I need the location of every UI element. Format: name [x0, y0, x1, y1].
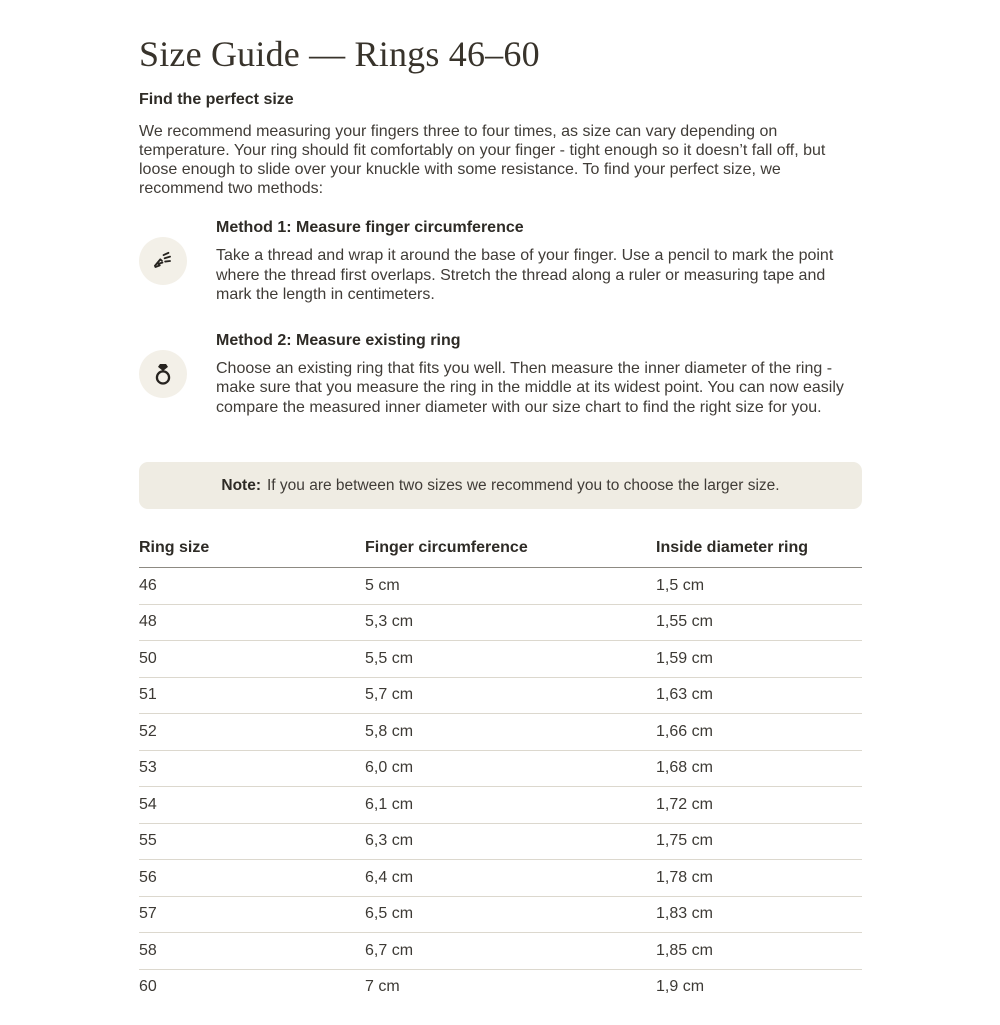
table-cell: 1,5 cm — [656, 576, 705, 594]
table-cell: 1,68 cm — [656, 759, 713, 776]
method-1-section — [139, 219, 862, 305]
table-cell: 6,0 cm — [365, 759, 414, 776]
table-cell: 7 cm — [365, 978, 400, 995]
table-row — [139, 751, 862, 788]
table-cell: 6,1 cm — [365, 795, 414, 813]
hand-thread-icon — [139, 237, 187, 285]
table-cell: 57 — [139, 905, 157, 922]
table-cell: 1,66 cm — [656, 722, 713, 740]
method-2-icon-wrap — [139, 350, 187, 398]
table-cell: 6,4 cm — [365, 868, 414, 886]
size-table-rows — [139, 568, 862, 1005]
method-2-section — [139, 332, 862, 418]
table-cell: 6,3 cm — [365, 832, 414, 849]
column-header-ring-size: Ring size — [139, 539, 210, 556]
note-text: If you are between two sizes we recommend you to choose the larger size. — [266, 476, 780, 494]
table-row — [139, 860, 862, 897]
table-cell: 51 — [139, 686, 157, 703]
table-cell: 46 — [139, 576, 157, 594]
ring-diamond-icon — [139, 350, 187, 398]
table-cell: 1,55 cm — [656, 613, 713, 630]
table-cell: 5,3 cm — [365, 613, 414, 630]
method-2-heading: Method 2: Measure existing ring — [216, 331, 461, 349]
table-cell: 1,83 cm — [656, 905, 713, 922]
table-cell: 54 — [139, 795, 157, 813]
table-cell: 1,78 cm — [656, 868, 713, 886]
table-cell: 60 — [139, 978, 157, 995]
table-cell: 52 — [139, 722, 157, 740]
find-perfect-size-heading: Find the perfect size — [139, 91, 294, 108]
table-row — [139, 641, 862, 678]
table-cell: 1,59 cm — [656, 649, 713, 667]
method-1-body: Take a thread and wrap it around the base of your finger. Use a pencil to mark the point where the thread first overlaps. Stretch the thread along a ruler or measuring tape and mark the length in centimeters. — [216, 247, 834, 303]
table-cell: 55 — [139, 832, 157, 849]
table-row — [139, 897, 862, 934]
method-2-body: Choose an existing ring that fits you well. Then measure the inner diameter of the ring - make sure that you measure the ring in the middle at its widest point. You can now easily compare the measured inner diameter with our size chart to find the right size for you. — [216, 359, 844, 416]
table-row — [139, 787, 862, 824]
note-label: Note: — [221, 476, 261, 494]
table-row — [139, 714, 862, 751]
table-cell: 50 — [139, 649, 157, 667]
method-1-content — [216, 219, 862, 305]
table-cell: 1,85 cm — [656, 941, 713, 959]
table-cell: 5,8 cm — [365, 722, 414, 740]
table-cell: 1,9 cm — [656, 978, 705, 995]
table-row — [139, 568, 862, 605]
table-row — [139, 824, 862, 861]
column-header-inside-diameter: Inside diameter ring — [656, 539, 809, 556]
table-cell: 58 — [139, 941, 157, 959]
table-cell: 56 — [139, 868, 157, 886]
ring-size-table — [139, 533, 862, 1005]
method-1-heading: Method 1: Measure finger circumference — [216, 219, 524, 236]
table-cell: 6,7 cm — [365, 941, 414, 959]
table-row — [139, 933, 862, 970]
table-row — [139, 605, 862, 642]
table-cell: 1,63 cm — [656, 686, 713, 703]
method-2-content — [216, 332, 862, 418]
column-header-finger-circumference: Finger circumference — [365, 539, 528, 556]
table-cell: 5,5 cm — [365, 649, 414, 667]
table-cell: 53 — [139, 759, 157, 776]
table-cell: 48 — [139, 613, 157, 630]
table-header-row — [139, 533, 862, 568]
table-cell: 5,7 cm — [365, 686, 414, 703]
note-banner — [139, 462, 862, 509]
table-cell: 6,5 cm — [365, 905, 414, 922]
intro-paragraph: We recommend measuring your fingers three to four times, as size can vary depending on temperature. Your ring should fit comfortably on your finger - tight enough so it doesn’t fall off, but loose enough to slide over your knuckle with some resistance. To find your perfect size, we recommend two methods: — [139, 123, 826, 197]
page-title: Size Guide — Rings 46–60 — [139, 34, 540, 74]
table-row — [139, 678, 862, 715]
table-cell: 5 cm — [365, 576, 400, 594]
method-1-icon-wrap — [139, 237, 187, 285]
table-cell: 1,75 cm — [656, 832, 713, 849]
table-cell: 1,72 cm — [656, 795, 713, 813]
